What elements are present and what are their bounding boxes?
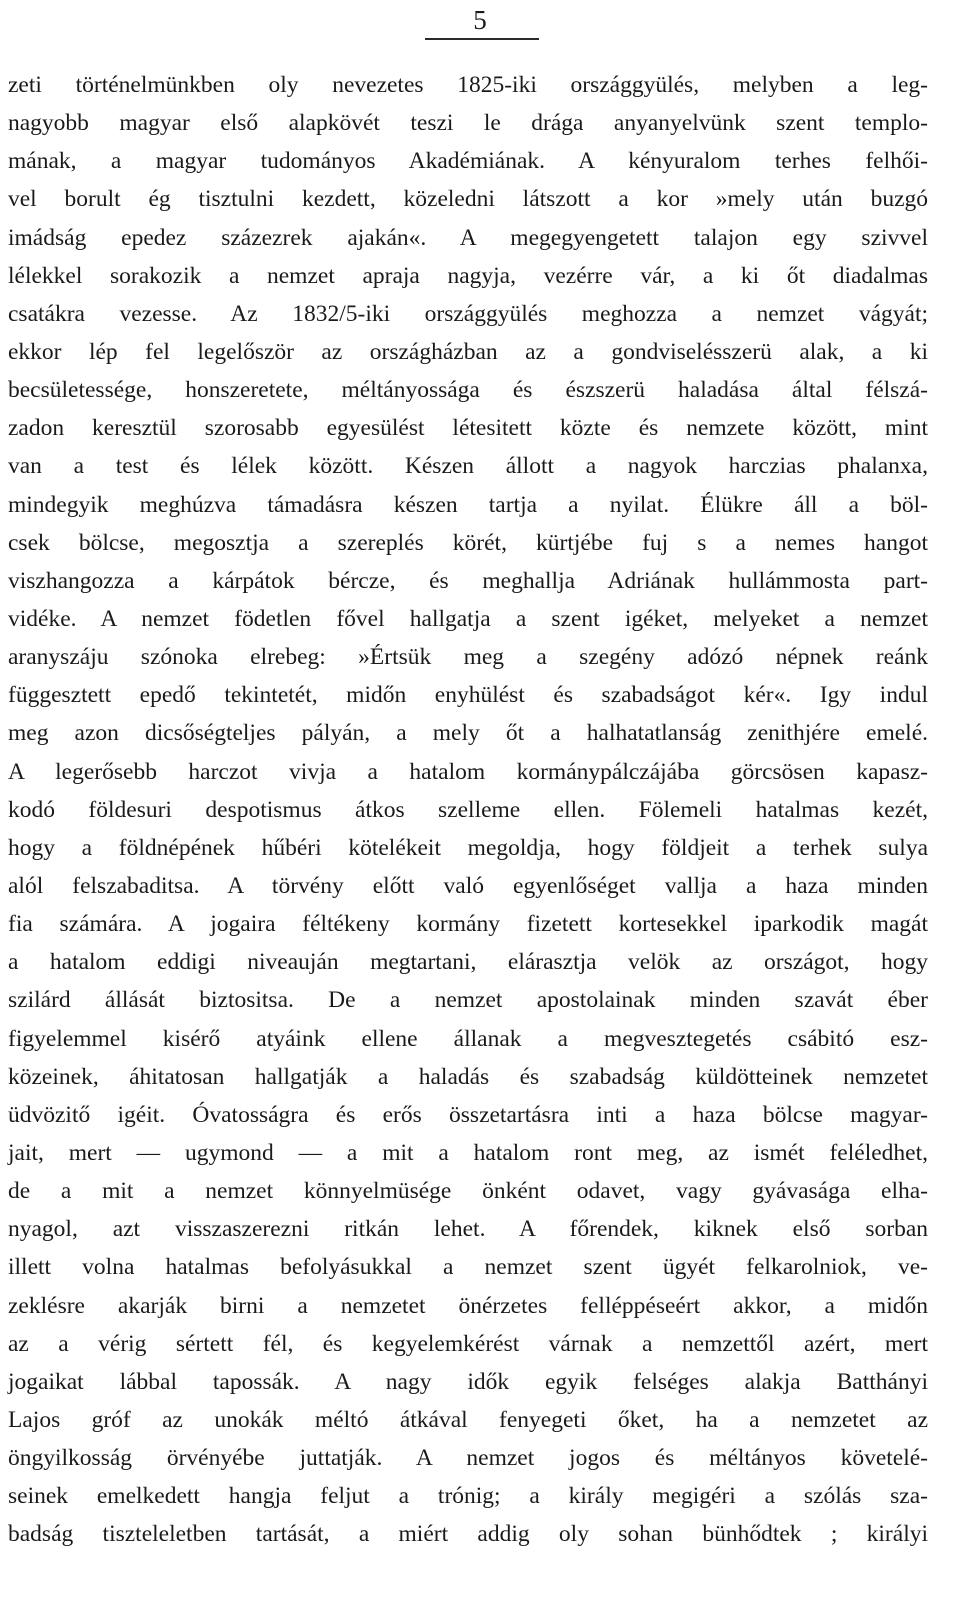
text-line: zeklésre akarják birni a nemzetet önérzetes felléppéseért akkor, a midőn [8, 1292, 928, 1319]
text-line: fia számára. A jogaira féltékeny kormány fizetett kortesekkel iparkodik magát [8, 911, 928, 938]
body-text [8, 66, 928, 1553]
text-line: közeinek, áhitatosan hallgatják a haladás és szabadság küldötteinek nemzetet [8, 1063, 928, 1090]
text-line: becsületessége, honszeretete, méltányossága és észszerü haladása által félszá- [8, 377, 928, 404]
text-line: zadon keresztül szorosabb egyesülést létesitett közte és nemzete között, mint [8, 415, 928, 442]
text-line: illett volna hatalmas befolyásukkal a nemzet szent ügyét felkarolniok, ve- [8, 1254, 928, 1281]
text-line: a hatalom eddigi niveauján megtartani, elárasztja velök az országot, hogy [8, 949, 928, 976]
text-line: nagyobb magyar első alapkövét teszi le drága anyanyelvünk szent templo- [8, 110, 928, 137]
text-line: Lajos gróf az unokák méltó átkával fenyegeti őket, ha a nemzetet az [8, 1406, 928, 1433]
text-line: van a test és lélek között. Készen állott a nagyok harczias phalanxa, [8, 453, 928, 480]
text-line: alól felszabaditsa. A törvény előtt való egyenlőséget vallja a haza minden [8, 872, 928, 899]
text-line: zeti történelmünkben oly nevezetes 1825-iki országgyülés, melyben a leg- [8, 72, 928, 98]
text-line: vidéke. A nemzet födetlen fővel hallgatja a szent igéket, melyeket a nemzet [8, 605, 928, 632]
text-line: nyagol, azt visszaszerezni ritkán lehet. A főrendek, kiknek első sorban [8, 1216, 928, 1243]
text-line: függesztett epedő tekintetét, midőn enyhülést és szabadságot kér«. Igy indul [8, 682, 928, 709]
text-line: lélekkel sorakozik a nemzet apraja nagyja, vezérre vár, a ki őt diadalmas [8, 262, 928, 289]
text-line: jait, mert — ugymond — a mit a hatalom ront meg, az ismét feléledhet, [8, 1139, 928, 1166]
text-line: figyelemmel kisérő atyáink ellene állanak a megvesztegetés csábitó esz- [8, 1025, 928, 1052]
text-line: csatákra vezesse. Az 1832/5-iki országgyülés meghozza a nemzet vágyát; [8, 300, 928, 327]
text-line: badság tiszteleletben tartását, a miért addig oly sohan bünhődtek ; királyi [8, 1521, 928, 1548]
text-line: kodó földesuri despotismus átkos szelleme ellen. Fölemeli hatalmas kezét, [8, 796, 928, 823]
page-number: 5 [473, 5, 487, 35]
text-line: viszhangozza a kárpátok bércze, és meghallja Adriának hullámmosta part- [8, 567, 928, 594]
text-line: üdvözitő igéit. Óvatosságra és erős összetartásra inti a haza bölcse magyar- [8, 1101, 928, 1128]
text-line: ekkor lép fel legelőször az országházban az a gondviselésszerü alak, a ki [8, 338, 928, 365]
text-line: mának, a magyar tudományos Akadémiának. A kényuralom terhes felhői- [8, 148, 928, 175]
text-line: aranyszáju szónoka elrebeg: »Értsük meg a szegény adózó népnek reánk [8, 644, 928, 671]
text-line: szilárd állását biztositsa. De a nemzet apostolainak minden szavát éber [8, 987, 928, 1014]
text-line: vel borult ég tisztulni kezdett, közeledni látszott a kor »mely után buzgó [8, 186, 928, 213]
text-line: meg azon dicsőségteljes pályán, a mely őt a halhatatlanság zenithjére emelé. [8, 720, 928, 747]
page-number-rule [425, 38, 539, 40]
text-line: öngyilkosság örvényébe juttatják. A nemzet jogos és méltányos követelé- [8, 1445, 928, 1472]
text-line: A legerősebb harczot vivja a hatalom kormánypálczájába görcsösen kapasz- [8, 758, 928, 785]
text-line: jogaikat lábbal tapossák. A nagy idők egyik felséges alakja Batthányi [8, 1368, 928, 1395]
text-line: mindegyik meghúzva támadásra készen tartja a nyilat. Élükre áll a böl- [8, 491, 928, 518]
text-line: csek bölcse, megosztja a szereplés körét, kürtjébe fuj s a nemes hangot [8, 529, 928, 556]
text-line: imádság epedez százezrek ajakán«. A megegyengetett talajon egy szivvel [8, 224, 928, 251]
text-line: hogy a földnépének hűbéri kötelékeit megoldja, hogy földjeit a terhek sulya [8, 834, 928, 861]
text-line: az a vérig sértett fél, és kegyelemkérést várnak a nemzettől azért, mert [8, 1330, 928, 1357]
text-line: seinek emelkedett hangja feljut a trónig; a király megigéri a szólás sza- [8, 1483, 928, 1510]
text-line: de a mit a nemzet könnyelmüsége önként odavet, vagy gyávasága elha- [8, 1178, 928, 1205]
